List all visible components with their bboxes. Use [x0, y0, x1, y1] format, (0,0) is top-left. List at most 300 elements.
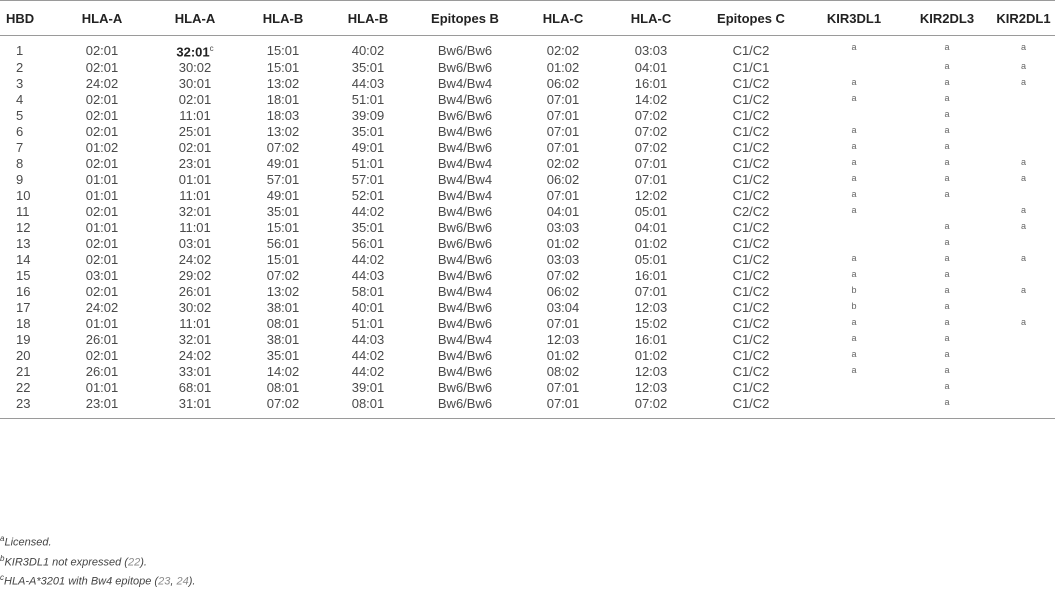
- cell-epitopes-c: C1/C2: [732, 348, 770, 364]
- cell-hla-b: 44:03: [351, 332, 385, 348]
- cell-hla-c: 12:03: [634, 364, 668, 380]
- cell-hla-c: 07:01: [546, 108, 580, 124]
- cell-kir3dl1: a: [851, 93, 857, 104]
- cell-hbd: 10: [16, 188, 31, 204]
- cell-hla-b: 49:01: [351, 140, 385, 156]
- cell-epitopes-c: C1/C2: [732, 108, 770, 124]
- cell-hbd: 23: [0, 396, 54, 419]
- table-row: [0, 268, 1055, 284]
- table-row: [0, 252, 1055, 268]
- cell-hla-b: 35:01: [266, 348, 300, 364]
- table-row: [0, 140, 1055, 156]
- cell-hla-a: 30:02: [178, 300, 212, 316]
- cell-hla-c: 04:01: [634, 220, 668, 236]
- cell-hla-a: 23:01: [54, 396, 150, 419]
- cell-hla-c: 07:01: [634, 172, 668, 188]
- cell-hla-c: 05:01: [634, 204, 668, 220]
- cell-hla-c: 07:01: [546, 140, 580, 156]
- cell-hla-b: 35:01: [351, 60, 385, 76]
- cell-epitopes-c: C1/C2: [732, 220, 770, 236]
- cell-hbd: 11: [16, 204, 30, 220]
- cell-hla-a: 29:02: [178, 268, 212, 284]
- cell-hla-b: 35:01: [266, 204, 300, 220]
- cell-hla-a: 02:01: [178, 92, 212, 108]
- cell-kir3dl1: [806, 220, 902, 236]
- table-row: [0, 364, 1055, 380]
- cell-epitopes-b: Bw6/Bw6: [437, 220, 493, 236]
- cell-epitopes-b: Bw4/Bw6: [437, 124, 493, 140]
- table-row: [0, 36, 1055, 61]
- cell-hbd: 2: [16, 60, 24, 76]
- cell-hla-b: 18:03: [266, 108, 300, 124]
- cell-kir2dl1: a: [1020, 253, 1026, 264]
- table-row: [0, 124, 1055, 140]
- cell-kir3dl1: a: [851, 42, 857, 52]
- reference-link[interactable]: 22: [127, 556, 141, 569]
- cell-hla-a: 33:01: [178, 364, 212, 380]
- cell-hla-c: 03:03: [546, 252, 580, 268]
- cell-epitopes-b: Bw4/Bw6: [437, 268, 493, 284]
- cell-epitopes-c: C1/C2: [732, 76, 770, 92]
- cell-hla-b: 15:01: [266, 220, 300, 236]
- cell-hla-b: 44:02: [351, 204, 385, 220]
- cell-kir3dl1: [806, 60, 902, 76]
- cell-hla-b: 35:01: [351, 124, 385, 140]
- cell-hla-a: 31:01: [150, 396, 240, 419]
- cell-hbd: 17: [16, 300, 31, 316]
- cell-epitopes-c: C1/C2: [732, 188, 770, 204]
- cell-epitopes-c: C1/C2: [732, 172, 770, 188]
- table-row: [0, 316, 1055, 332]
- cell-hla-a: 23:01: [178, 156, 212, 172]
- cell-kir2dl3: a: [944, 381, 950, 392]
- cell-hla-b: 13:02: [266, 76, 300, 92]
- cell-kir2dl3: a: [944, 77, 950, 88]
- cell-epitopes-c: C1/C2: [732, 124, 770, 140]
- cell-hla-c: 12:02: [634, 188, 668, 204]
- table-row: [0, 204, 1055, 220]
- cell-hla-b: 07:02: [240, 396, 326, 419]
- cell-hla-b: 58:01: [351, 284, 385, 300]
- cell-kir2dl3: a: [944, 365, 950, 376]
- cell-hla-a: 02:01: [85, 236, 119, 252]
- table-row: [0, 156, 1055, 172]
- cell-epitopes-b: Bw4/Bw6: [437, 316, 493, 332]
- cell-epitopes-b: Bw4/Bw6: [437, 252, 493, 268]
- cell-kir2dl1: a: [1020, 205, 1026, 216]
- table-row: [0, 300, 1055, 316]
- cell-hla-a: 68:01: [178, 380, 212, 396]
- cell-hla-a: 02:01: [85, 108, 119, 124]
- cell-hla-a: 01:01: [85, 220, 119, 236]
- cell-hla-a: 24:02: [85, 76, 119, 92]
- cell-hla-b: 08:01: [266, 380, 300, 396]
- cell-hla-c: 01:02: [634, 236, 668, 252]
- cell-hbd: 6: [16, 124, 24, 140]
- table-footnotes: [0, 531, 195, 590]
- cell-kir2dl1: [992, 268, 1055, 284]
- cell-epitopes-b: Bw4/Bw6: [437, 92, 493, 108]
- cell-epitopes-c: C1/C2: [732, 316, 770, 332]
- cell-kir2dl1: [992, 124, 1055, 140]
- cell-hla-b: 57:01: [351, 172, 385, 188]
- cell-kir2dl3: a: [944, 317, 950, 328]
- cell-epitopes-b: Bw4/Bw4: [437, 188, 493, 204]
- cell-kir3dl1: a: [851, 253, 857, 264]
- column-header-hla-a: HLA-A: [54, 1, 150, 36]
- cell-kir2dl1: a: [1020, 77, 1026, 88]
- cell-hla-a: 24:02: [85, 300, 119, 316]
- cell-kir2dl3: a: [944, 301, 950, 312]
- cell-hla-b: 39:01: [351, 380, 385, 396]
- cell-kir3dl1: a: [851, 205, 857, 216]
- cell-hla-c: 01:02: [634, 348, 668, 364]
- cell-kir3dl1: a: [851, 125, 857, 136]
- cell-hla-a: 24:02: [178, 252, 212, 268]
- reference-link[interactable]: 24: [176, 575, 189, 588]
- cell-hla-b: 08:01: [326, 396, 410, 419]
- cell-hla-a: 01:01: [85, 172, 119, 188]
- cell-kir3dl1: a: [851, 349, 857, 360]
- cell-hla-a: 02:01: [85, 42, 119, 58]
- cell-kir3dl1: [806, 236, 902, 252]
- cell-kir2dl1: a: [1020, 173, 1026, 184]
- cell-epitopes-c: C1/C2: [732, 236, 770, 252]
- cell-kir3dl1: a: [851, 317, 857, 328]
- table-header: [0, 1, 1055, 36]
- cell-kir2dl3: a: [944, 109, 950, 120]
- cell-hla-a: 02:01: [85, 348, 119, 364]
- cell-hla-c: 07:01: [546, 380, 580, 396]
- cell-hla-b: 15:01: [266, 42, 300, 58]
- cell-kir2dl3: a: [944, 157, 950, 168]
- cell-hla-a: 11:01: [179, 108, 211, 124]
- cell-hla-c: 03:03: [546, 220, 580, 236]
- cell-hla-b: 56:01: [351, 236, 385, 252]
- cell-epitopes-c: C1/C2: [732, 332, 770, 348]
- cell-hla-b: 51:01: [351, 92, 385, 108]
- cell-hbd: 9: [16, 172, 24, 188]
- cell-kir3dl1: [806, 396, 902, 419]
- cell-kir3dl1: a: [851, 173, 857, 184]
- cell-hla-c: 12:03: [546, 332, 580, 348]
- cell-hla-a: 02:01: [85, 252, 119, 268]
- cell-epitopes-c: C1/C2: [732, 268, 770, 284]
- cell-kir2dl3: a: [944, 42, 950, 52]
- cell-hla-a: 03:01: [178, 236, 212, 252]
- cell-epitopes-c: C2/C2: [732, 204, 770, 220]
- column-header-hbd: HBD: [0, 1, 54, 36]
- cell-hla-a: 26:01: [85, 364, 119, 380]
- cell-kir2dl3: a: [944, 125, 950, 136]
- cell-hla-c: 07:01: [520, 396, 606, 419]
- cell-hbd: 3: [16, 76, 24, 92]
- cell-epitopes-c: C1/C2: [696, 396, 806, 419]
- cell-hbd: 16: [16, 284, 31, 300]
- cell-kir2dl1: [992, 396, 1055, 419]
- cell-hla-c: 07:01: [634, 156, 668, 172]
- cell-kir3dl1: b: [851, 301, 857, 312]
- cell-kir2dl1: [992, 236, 1055, 252]
- cell-hla-a: 11:01: [179, 316, 211, 332]
- cell-hla-b: 40:01: [351, 300, 385, 316]
- table-row: [0, 332, 1055, 348]
- cell-kir2dl3: a: [944, 61, 950, 72]
- table-row: [0, 60, 1055, 76]
- cell-hla-c: 01:02: [546, 236, 580, 252]
- cell-hla-c: 07:02: [634, 108, 668, 124]
- cell-epitopes-b: Bw4/Bw6: [437, 364, 493, 380]
- cell-hla-a: 30:01: [178, 76, 212, 92]
- cell-hbd: 15: [16, 268, 31, 284]
- highlighted-allele: 32:01: [176, 44, 210, 60]
- cell-hla-b: 56:01: [266, 236, 300, 252]
- cell-kir2dl1: a: [1020, 42, 1026, 52]
- cell-hla-a: 02:01: [85, 124, 119, 140]
- cell-hla-a: 11:01: [179, 188, 211, 204]
- cell-epitopes-c: C1/C2: [732, 380, 770, 396]
- table-row: [0, 220, 1055, 236]
- cell-hla-a: 01:01: [178, 172, 212, 188]
- footnote-marker: c: [209, 44, 214, 53]
- cell-hbd: 14: [16, 252, 31, 268]
- cell-kir2dl1: [992, 300, 1055, 316]
- cell-hla-c: 01:02: [546, 60, 580, 76]
- cell-kir2dl3: a: [944, 253, 950, 264]
- cell-hla-a: [150, 36, 240, 61]
- cell-hbd: 21: [16, 364, 31, 380]
- cell-kir3dl1: a: [851, 141, 857, 152]
- cell-hla-a: 01:01: [85, 188, 119, 204]
- cell-kir3dl1: [806, 380, 902, 396]
- cell-epitopes-b: Bw4/Bw4: [437, 156, 493, 172]
- cell-hla-c: 16:01: [634, 76, 668, 92]
- table-row: [0, 396, 1055, 419]
- cell-hla-a: 26:01: [85, 332, 119, 348]
- cell-kir2dl3: a: [944, 333, 950, 344]
- cell-hla-b: 35:01: [351, 220, 385, 236]
- cell-epitopes-c: C1/C2: [732, 42, 770, 58]
- cell-epitopes-c: C1/C2: [732, 300, 770, 316]
- cell-epitopes-c: C1/C2: [732, 92, 770, 108]
- cell-kir2dl3: a: [944, 237, 950, 248]
- cell-hla-a: 01:02: [85, 140, 119, 156]
- cell-hla-b: 44:02: [351, 348, 385, 364]
- cell-kir2dl3: a: [944, 349, 950, 360]
- cell-epitopes-b: Bw6/Bw6: [437, 42, 493, 58]
- cell-hla-a: 26:01: [178, 284, 212, 300]
- cell-hla-c: 07:01: [546, 124, 580, 140]
- cell-kir2dl3: a: [944, 285, 950, 296]
- cell-kir2dl3: a: [944, 189, 950, 200]
- cell-hla-b: 07:02: [266, 268, 300, 284]
- column-header-hla-c: HLA-C: [520, 1, 606, 36]
- cell-hla-c: 14:02: [634, 92, 668, 108]
- cell-hla-c: 07:02: [546, 268, 580, 284]
- cell-hla-b: 13:02: [266, 284, 300, 300]
- cell-hla-a: 01:01: [85, 316, 119, 332]
- column-header-kir2dl1: KIR2DL1: [992, 1, 1055, 36]
- cell-hla-c: 06:02: [546, 76, 580, 92]
- cell-epitopes-b: Bw6/Bw6: [437, 108, 493, 124]
- cell-kir2dl1: [992, 380, 1055, 396]
- cell-hla-c: 12:03: [634, 380, 668, 396]
- table-row: [0, 284, 1055, 300]
- column-header-epitopes-c: Epitopes C: [696, 1, 806, 36]
- cell-epitopes-b: Bw4/Bw6: [437, 204, 493, 220]
- cell-hla-b: 44:03: [351, 268, 385, 284]
- footnote-b: $^b$KIR3DL1 not expressed (22).: [0, 553, 147, 569]
- footnote-a: $^a$Licensed.: [0, 534, 52, 549]
- cell-hla-b: 44:02: [351, 364, 385, 380]
- cell-hla-b: 15:01: [266, 60, 300, 76]
- cell-hla-a: 11:01: [179, 220, 211, 236]
- footnote-c: $^c$HLA-A*3201 with Bw4 epitope (23, 24).: [0, 573, 196, 588]
- cell-hla-a: 01:01: [85, 380, 119, 396]
- cell-epitopes-b: Bw6/Bw6: [437, 60, 493, 76]
- cell-epitopes-b: Bw4/Bw4: [437, 284, 493, 300]
- table-row: [0, 188, 1055, 204]
- cell-epitopes-c: C1/C2: [732, 140, 770, 156]
- cell-hla-c: 02:02: [546, 42, 580, 58]
- cell-hla-a: 02:01: [85, 156, 119, 172]
- cell-epitopes-c: C1/C2: [732, 156, 770, 172]
- table-row: [0, 380, 1055, 396]
- cell-hla-b: 13:02: [266, 124, 300, 140]
- cell-hla-c: 07:01: [634, 284, 668, 300]
- reference-link[interactable]: 23: [158, 575, 171, 588]
- column-header-hla-c: HLA-C: [606, 1, 696, 36]
- cell-hla-a: 32:01: [178, 332, 212, 348]
- cell-hla-b: 14:02: [266, 364, 300, 380]
- cell-hla-a: 02:01: [85, 60, 119, 76]
- cell-epitopes-b: Bw4/Bw6: [437, 300, 493, 316]
- cell-hla-b: 15:01: [266, 252, 300, 268]
- cell-hla-c: 02:02: [546, 156, 580, 172]
- cell-epitopes-c: C1/C1: [732, 60, 770, 76]
- cell-hla-a: 02:01: [178, 140, 212, 156]
- cell-hla-c: 01:02: [546, 348, 580, 364]
- column-header-epitopes-b: Epitopes B: [410, 1, 520, 36]
- cell-hbd: 22: [16, 380, 31, 396]
- cell-hla-c: 07:01: [546, 92, 580, 108]
- cell-hla-c: 08:02: [546, 364, 580, 380]
- cell-epitopes-b: Bw4/Bw4: [437, 172, 493, 188]
- cell-kir2dl3: a: [944, 221, 950, 232]
- cell-kir3dl1: a: [851, 157, 857, 168]
- cell-epitopes-b: Bw6/Bw6: [410, 396, 520, 419]
- table-row: [0, 236, 1055, 252]
- cell-hla-a: 25:01: [178, 124, 212, 140]
- cell-kir2dl3: a: [902, 396, 992, 419]
- cell-hbd: 7: [16, 140, 24, 156]
- table-row: [0, 76, 1055, 92]
- cell-epitopes-b: Bw4/Bw6: [437, 140, 493, 156]
- cell-kir3dl1: a: [851, 333, 857, 344]
- cell-hla-c: 03:04: [546, 300, 580, 316]
- cell-epitopes-c: C1/C2: [732, 284, 770, 300]
- table-row: [0, 92, 1055, 108]
- cell-kir3dl1: a: [851, 269, 857, 280]
- cell-hla-b: 38:01: [266, 300, 300, 316]
- cell-hbd: 18: [16, 316, 31, 332]
- cell-hbd: 13: [16, 236, 31, 252]
- cell-hla-b: 49:01: [266, 156, 300, 172]
- cell-hla-b: 08:01: [266, 316, 300, 332]
- cell-kir3dl1: a: [851, 189, 857, 200]
- cell-hla-c: 04:01: [546, 204, 580, 220]
- cell-kir3dl1: [806, 108, 902, 124]
- cell-kir3dl1: b: [851, 285, 857, 296]
- cell-hla-a: 02:01: [85, 204, 119, 220]
- cell-hla-b: 49:01: [266, 188, 300, 204]
- cell-hla-a: 30:02: [178, 60, 212, 76]
- column-header-hla-b: HLA-B: [240, 1, 326, 36]
- cell-hla-b: 40:02: [351, 42, 385, 58]
- cell-kir2dl1: [992, 332, 1055, 348]
- column-header-kir3dl1: KIR3DL1: [806, 1, 902, 36]
- cell-hla-a: 24:02: [178, 348, 212, 364]
- cell-hla-a: 32:01: [178, 204, 212, 220]
- table-row: [0, 172, 1055, 188]
- cell-hla-c: 16:01: [634, 332, 668, 348]
- cell-hla-b: 51:01: [351, 316, 385, 332]
- cell-hbd: 4: [16, 92, 24, 108]
- cell-kir2dl1: [992, 108, 1055, 124]
- cell-hla-c: 05:01: [634, 252, 668, 268]
- column-header-hla-b: HLA-B: [326, 1, 410, 36]
- cell-epitopes-b: Bw4/Bw4: [437, 332, 493, 348]
- cell-kir2dl1: [992, 188, 1055, 204]
- cell-hla-a: 02:01: [85, 92, 119, 108]
- cell-hla-c: 06:02: [546, 284, 580, 300]
- cell-kir2dl3: a: [944, 173, 950, 184]
- cell-hla-b: 52:01: [351, 188, 385, 204]
- cell-kir2dl3: a: [944, 93, 950, 104]
- column-header-hla-a: HLA-A: [150, 1, 240, 36]
- cell-epitopes-c: C1/C2: [732, 364, 770, 380]
- cell-kir2dl1: a: [1020, 157, 1026, 168]
- cell-hbd: 20: [16, 348, 31, 364]
- cell-hla-c: 06:02: [546, 172, 580, 188]
- table-row: [0, 108, 1055, 124]
- cell-hla-c: 07:02: [606, 396, 696, 419]
- cell-hbd: 1: [16, 42, 24, 58]
- cell-hla-c: 12:03: [634, 300, 668, 316]
- table-row: [0, 348, 1055, 364]
- cell-hla-c: 07:02: [634, 124, 668, 140]
- cell-epitopes-b: Bw4/Bw6: [437, 348, 493, 364]
- cell-hla-b: 51:01: [351, 156, 385, 172]
- cell-kir2dl3: [902, 204, 992, 220]
- cell-kir2dl1: [992, 92, 1055, 108]
- cell-hla-c: 07:01: [546, 316, 580, 332]
- cell-hla-c: 15:02: [634, 316, 668, 332]
- cell-hla-b: 57:01: [266, 172, 300, 188]
- cell-hbd: 12: [16, 220, 31, 236]
- cell-hla-c: 07:02: [634, 140, 668, 156]
- cell-hla-b: 44:03: [351, 76, 385, 92]
- cell-kir2dl1: [992, 348, 1055, 364]
- cell-hla-a: 03:01: [85, 268, 119, 284]
- cell-kir3dl1: a: [851, 365, 857, 376]
- cell-hla-b: 39:09: [351, 108, 385, 124]
- cell-epitopes-b: Bw4/Bw4: [437, 76, 493, 92]
- cell-hla-c: 03:03: [634, 42, 668, 58]
- cell-epitopes-b: Bw6/Bw6: [437, 380, 493, 396]
- table-body: [0, 36, 1055, 419]
- cell-kir2dl1: a: [1020, 317, 1026, 328]
